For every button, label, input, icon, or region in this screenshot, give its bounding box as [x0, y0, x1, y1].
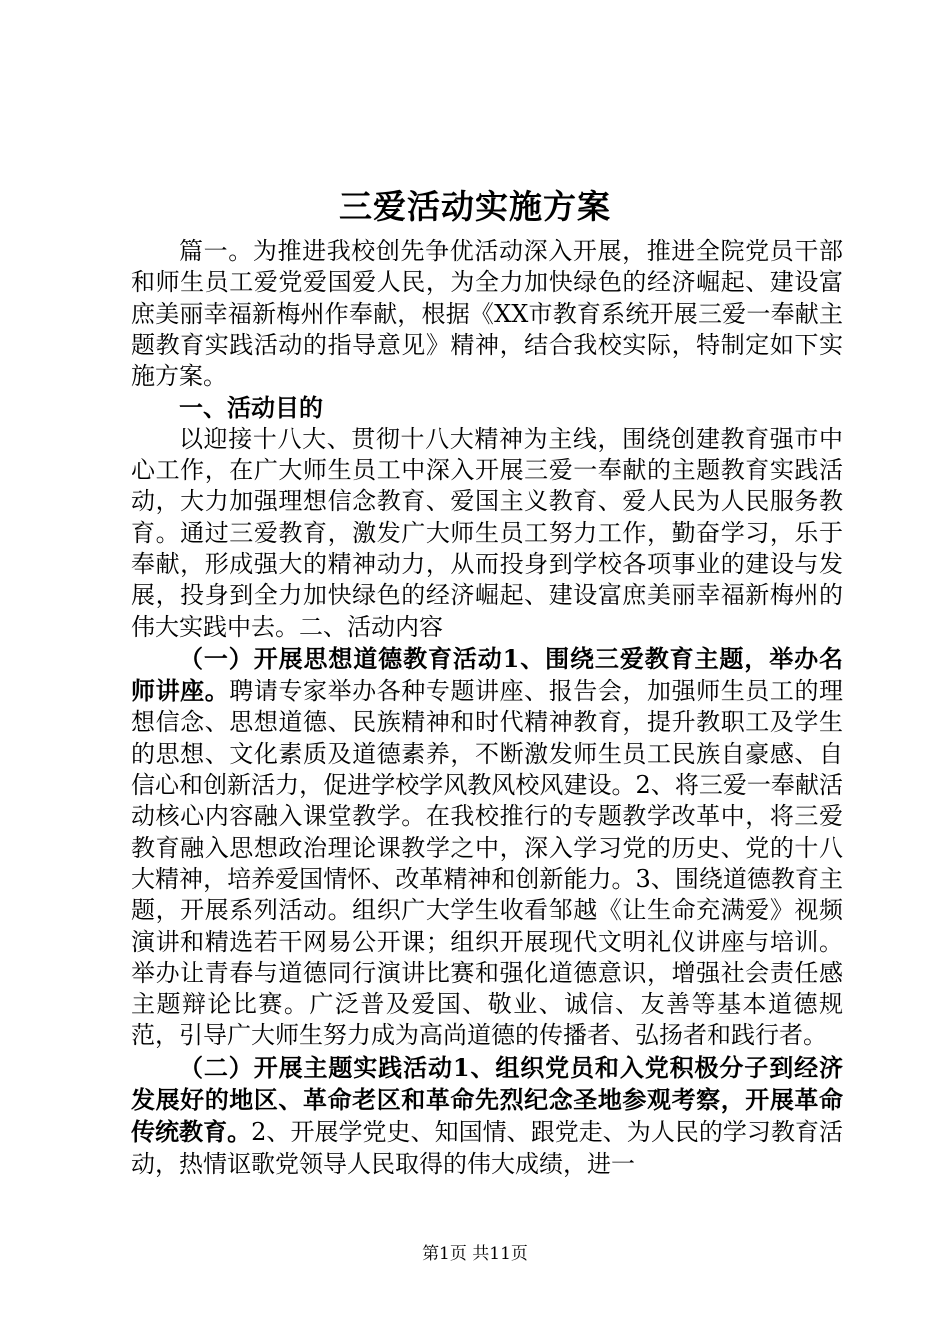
section-2-heading: （二）开展主题实践活动1、组织党员和入党积极分子到经济发展好的地区、革命老区和革命先烈纪念圣地参观考察，开展革命传统教育。 — [131, 1052, 843, 1147]
section-2-text: 2、开展学党史、知国情、跟党走、为人民的学习教育活动，热情讴歌党领导人民取得的伟大成绩，进一 — [131, 1118, 843, 1178]
document-body — [131, 236, 843, 1180]
purpose-paragraph: 以迎接十八大、贯彻十八大精神为主线，围绕创建教育强市中心工作，在广大师生员工中深入开展三爱一奉献的主题教育实践活动，大力加强理想信念教育、爱国主义教育、爱人民为人民服务教育。通过三爱教育，激发广大师生员工努力工作，勤奋学习，乐于奉献，形成强大的精神动力，从而投身到学校各项事业的建设与发展，投身到全力加快绿色的经济崛起、建设富庶美丽幸福新梅州的伟大实践中去。二、活动内容 — [131, 424, 843, 641]
section-1-paragraph — [131, 643, 843, 1052]
document-title: 三爱活动实施方案 — [339, 187, 611, 226]
section-1-text: 聘请专家举办各种专题讲座、报告会，加强师生员工的理想信念、思想道德、民族精神和时代精神教育，提升教职工及学生的思想、文化素质及道德素养，不断激发师生员工民族自豪感、自信心和创新活力，促进学校学风教风校风建设。2、将三爱一奉献活动核心内容融入课堂教学。在我校推行的专题教学改革中，将三爱教育融入思想政治理论课教学之中，深入学习党的历史、党的十八大精神，培养爱国情怀、改革精神和创新能力。3、围绕道德教育主题，开展系列活动。组织广大学生收看邹越《让生命充满爱》视频演讲和精选若干网易公开课；组织开展现代文明礼仪讲座与培训。举办让青春与道德同行演讲比赛和强化道德意识，增强社会责任感主题辩论比赛。广泛普及爱国、敬业、诚信、友善等基本道德规范，引导广大师生努力成为高尚道德的传播者、弘扬者和践行者。 — [131, 677, 844, 1050]
page-number-footer: 第1页 共11页 — [422, 1244, 528, 1264]
section-1-heading: （一）开展思想道德教育活动1、围绕三爱教育主题，举办名师讲座。 — [131, 643, 843, 706]
section-2-paragraph — [131, 1052, 843, 1180]
intro-paragraph: 篇一。为推进我校创先争优活动深入开展，推进全院党员干部和师生员工爱党爱国爱人民，为全力加快绿色的经济崛起、建设富庶美丽幸福新梅州作奉献，根据《XX市教育系统开展三爱一奉献主题教育实践活动的指导意见》精神，结合我校实际，特制定如下实施方案。 — [131, 237, 843, 391]
section-heading-purpose: 一、活动目的 — [179, 393, 323, 423]
